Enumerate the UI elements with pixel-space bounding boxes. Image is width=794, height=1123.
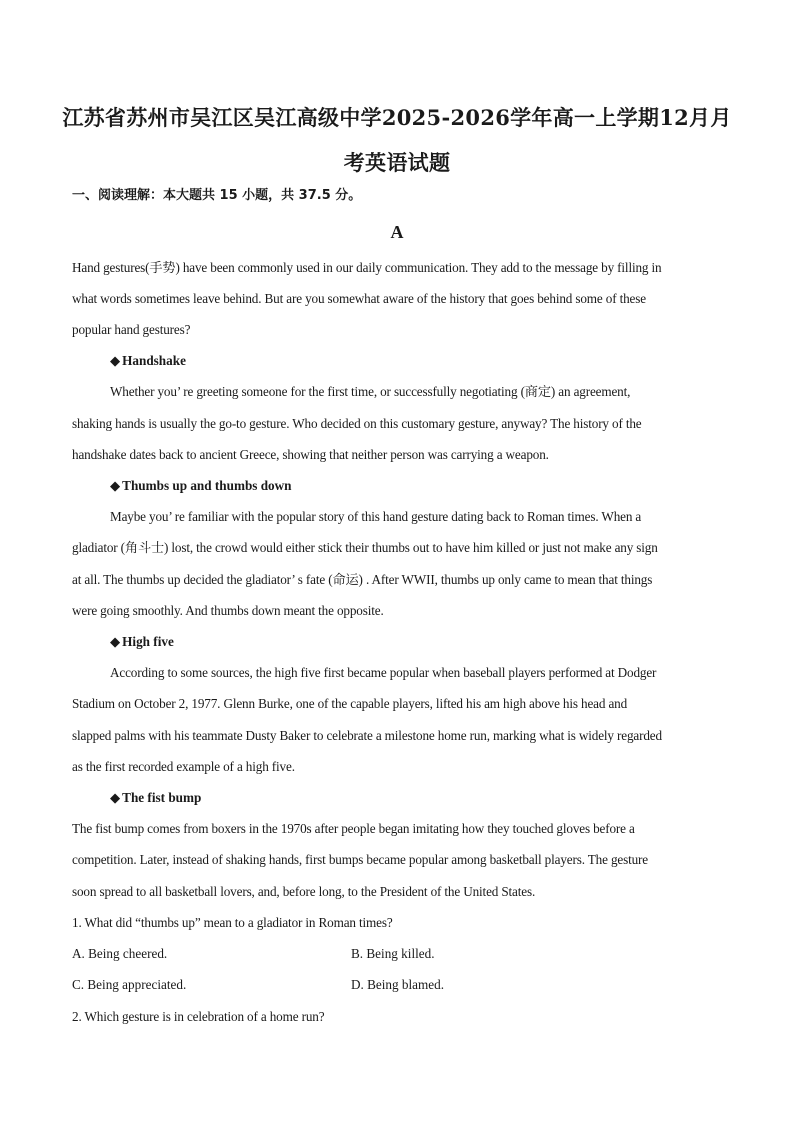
handshake-line-2: shaking hands is usually the go-to gesture. Who decided on this customary gesture, anyway? The history of the	[72, 416, 642, 431]
document-title-line2: 考英语试题	[343, 150, 451, 175]
intro-line-3: popular hand gestures?	[72, 322, 191, 337]
thumbs-line-2: gladiator (角斗士) lost, the crowd would either stick their thumbs out to have him killed or just not make any sign	[72, 540, 658, 555]
question-1-option-d[interactable]: D. Being blamed.	[351, 977, 445, 992]
intro-line-2: what words sometimes leave behind. But are you somewhat aware of the history that goes behind some of these	[72, 291, 646, 306]
question-2-stem: 2. Which gesture is in celebration of a home run?	[72, 1009, 325, 1024]
highfive-line-1: According to some sources, the high five first became popular when baseball players performed at Dodger	[110, 665, 657, 680]
fistbump-line-1: The fist bump comes from boxers in the 1970s after people began imitating how they touched gloves before a	[72, 821, 635, 836]
fistbump-line-2: competition. Later, instead of shaking hands, first bumps became popular among basketball players. The gesture	[72, 852, 649, 867]
subheading-highfive	[110, 632, 174, 652]
question-1-option-a[interactable]: A. Being cheered.	[72, 946, 168, 961]
question-1-option-b[interactable]: B. Being killed.	[351, 946, 435, 961]
subheading-label: Thumbs up and thumbs down	[122, 478, 292, 493]
handshake-line-1: Whether you’ re greeting someone for the first time, or successfully negotiating (商定) an agreement,	[110, 384, 631, 399]
diamond-bullet-icon: ◆	[110, 790, 121, 805]
highfive-line-2: Stadium on October 2, 1977. Glenn Burke, one of the capable players, lifted his am high above his head and	[72, 696, 628, 711]
subheading-label: The fist bump	[122, 790, 202, 805]
subheading-handshake	[110, 351, 186, 371]
diamond-bullet-icon: ◆	[110, 478, 121, 493]
question-1-option-c[interactable]: C. Being appreciated.	[72, 977, 187, 992]
diamond-bullet-icon: ◆	[110, 634, 121, 649]
passage-label: A	[390, 222, 404, 242]
thumbs-line-1: Maybe you’ re familiar with the popular story of this hand gesture dating back to Roman times. When a	[110, 509, 642, 524]
highfive-line-4: as the first recorded example of a high five.	[72, 759, 295, 774]
question-1-stem: 1. What did “thumbs up” mean to a gladiator in Roman times?	[72, 915, 393, 930]
subheading-thumbs	[110, 476, 292, 496]
section-heading: 一、阅读理解：本大题共 15 小题，共 37.5 分。	[72, 188, 362, 203]
subheading-fistbump	[110, 788, 201, 808]
highfive-line-3: slapped palms with his teammate Dusty Baker to celebrate a milestone home run, marking what is widely regarded	[72, 728, 662, 743]
diamond-bullet-icon: ◆	[110, 353, 121, 368]
document-title-line1: 江苏省苏州市吴江区吴江高级中学2025-2026学年高一上学期12月月	[62, 105, 732, 130]
fistbump-line-3: soon spread to all basketball lovers, and, before long, to the President of the United States.	[72, 884, 536, 899]
intro-line-1: Hand gestures(手势) have been commonly used in our daily communication. They add to the message by filling in	[72, 260, 662, 275]
subheading-label: High five	[122, 634, 174, 649]
handshake-line-3: handshake dates back to ancient Greece, showing that neither person was carrying a weapon.	[72, 447, 549, 462]
thumbs-line-3: at all. The thumbs up decided the gladiator’ s fate (命运) . After WWII, thumbs up only came to mean that things	[72, 572, 653, 587]
subheading-label: Handshake	[122, 353, 186, 368]
thumbs-line-4: were going smoothly. And thumbs down meant the opposite.	[72, 603, 384, 618]
